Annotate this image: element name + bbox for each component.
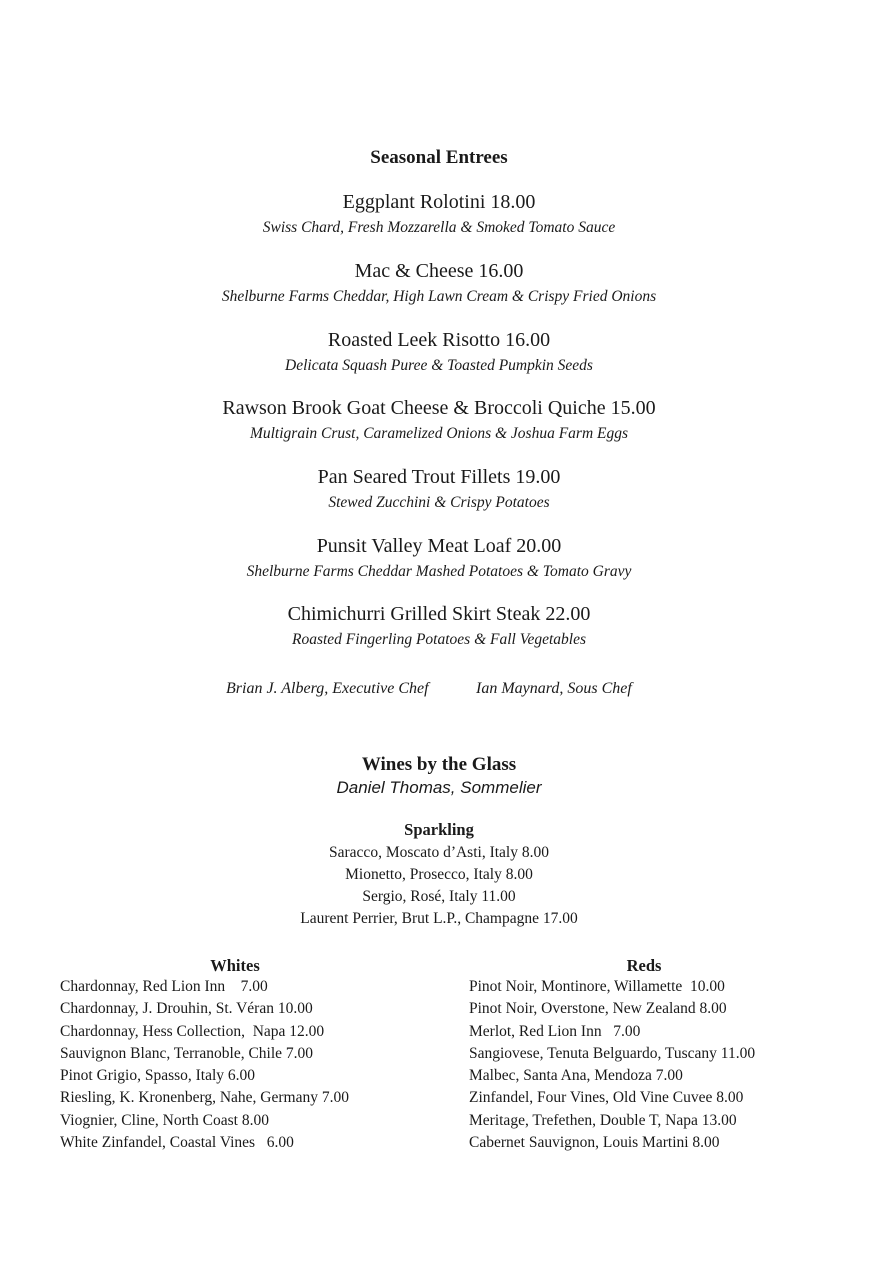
sparkling-title: Sparkling	[404, 820, 474, 839]
wine-item: Sauvignon Blanc, Terranoble, Chile 7.00	[60, 1044, 314, 1062]
dish-description: Swiss Chard, Fresh Mozzarella & Smoked Tomato Sauce	[262, 219, 616, 236]
reds-title: Reds	[626, 956, 662, 975]
dish-name: Chimichurri Grilled Skirt Steak 22.00	[287, 603, 591, 625]
entrees-title: Seasonal Entrees	[370, 147, 508, 168]
wine-item: Cabernet Sauvignon, Louis Martini 8.00	[469, 1134, 720, 1152]
dish-description: Shelburne Farms Cheddar, High Lawn Cream & Crispy Fried Onions	[221, 288, 657, 305]
wine-item: Malbec, Santa Ana, Mendoza 7.00	[469, 1067, 683, 1085]
wine-item: Pinot Noir, Montinore, Willamette 10.00	[469, 978, 725, 995]
wine-item: Merlot, Red Lion Inn 7.00	[469, 1022, 641, 1040]
dish-name: Rawson Brook Goat Cheese & Broccoli Quiche 15.00	[222, 397, 656, 419]
dish-description: Shelburne Farms Cheddar Mashed Potatoes & Tomato Gravy	[246, 563, 632, 580]
wine-item: Zinfandel, Four Vines, Old Vine Cuvee 8.00	[469, 1089, 744, 1107]
wine-item: Pinot Grigio, Spasso, Italy 6.00	[60, 1067, 256, 1085]
wine-item: Pinot Noir, Overstone, New Zealand 8.00	[469, 1000, 727, 1018]
wine-item: White Zinfandel, Coastal Vines 6.00	[60, 1134, 294, 1152]
whites-column	[60, 956, 416, 1154]
sous-chef: Ian Maynard, Sous Chef	[476, 680, 632, 697]
dish-description: Multigrain Crust, Caramelized Onions & Joshua Farm Eggs	[249, 425, 629, 442]
wine-item: Meritage, Trefethen, Double T, Napa 13.00	[469, 1111, 737, 1129]
dish-description: Stewed Zucchini & Crispy Potatoes	[328, 494, 550, 511]
dish-name: Roasted Leek Risotto 16.00	[327, 329, 551, 351]
wines-title: Wines by the Glass	[361, 754, 517, 775]
wine-item: Riesling, K. Kronenberg, Nahe, Germany 7.00	[60, 1089, 349, 1107]
wine-item: Chardonnay, Red Lion Inn 7.00	[60, 978, 268, 995]
wine-item: Viognier, Cline, North Coast 8.00	[60, 1111, 269, 1129]
wine-item: Sangiovese, Tenuta Belguardo, Tuscany 11.00	[469, 1044, 756, 1062]
dish-name: Pan Seared Trout Fillets 19.00	[317, 466, 561, 488]
wine-item: Mionetto, Prosecco, Italy 8.00	[345, 866, 533, 883]
dish-description: Delicata Squash Puree & Toasted Pumpkin Seeds	[285, 357, 593, 374]
executive-chef: Brian J. Alberg, Executive Chef	[226, 680, 429, 697]
wine-item: Chardonnay, J. Drouhin, St. Véran 10.00	[60, 1000, 313, 1018]
reds-column	[469, 956, 829, 1154]
wine-item: Sergio, Rosé, Italy 11.00	[362, 888, 516, 905]
wine-item: Laurent Perrier, Brut L.P., Champagne 17.00	[300, 910, 578, 927]
sommelier: Daniel Thomas, Sommelier	[336, 778, 542, 797]
wine-item: Chardonnay, Hess Collection, Napa 12.00	[60, 1022, 325, 1040]
dish-name: Mac & Cheese 16.00	[354, 260, 524, 282]
whites-title: Whites	[210, 956, 260, 975]
dish-name: Punsit Valley Meat Loaf 20.00	[316, 535, 562, 557]
dish-description: Roasted Fingerling Potatoes & Fall Vegetables	[291, 631, 587, 648]
wine-item: Saracco, Moscato d’Asti, Italy 8.00	[329, 844, 549, 861]
dish-name: Eggplant Rolotini 18.00	[342, 191, 536, 213]
